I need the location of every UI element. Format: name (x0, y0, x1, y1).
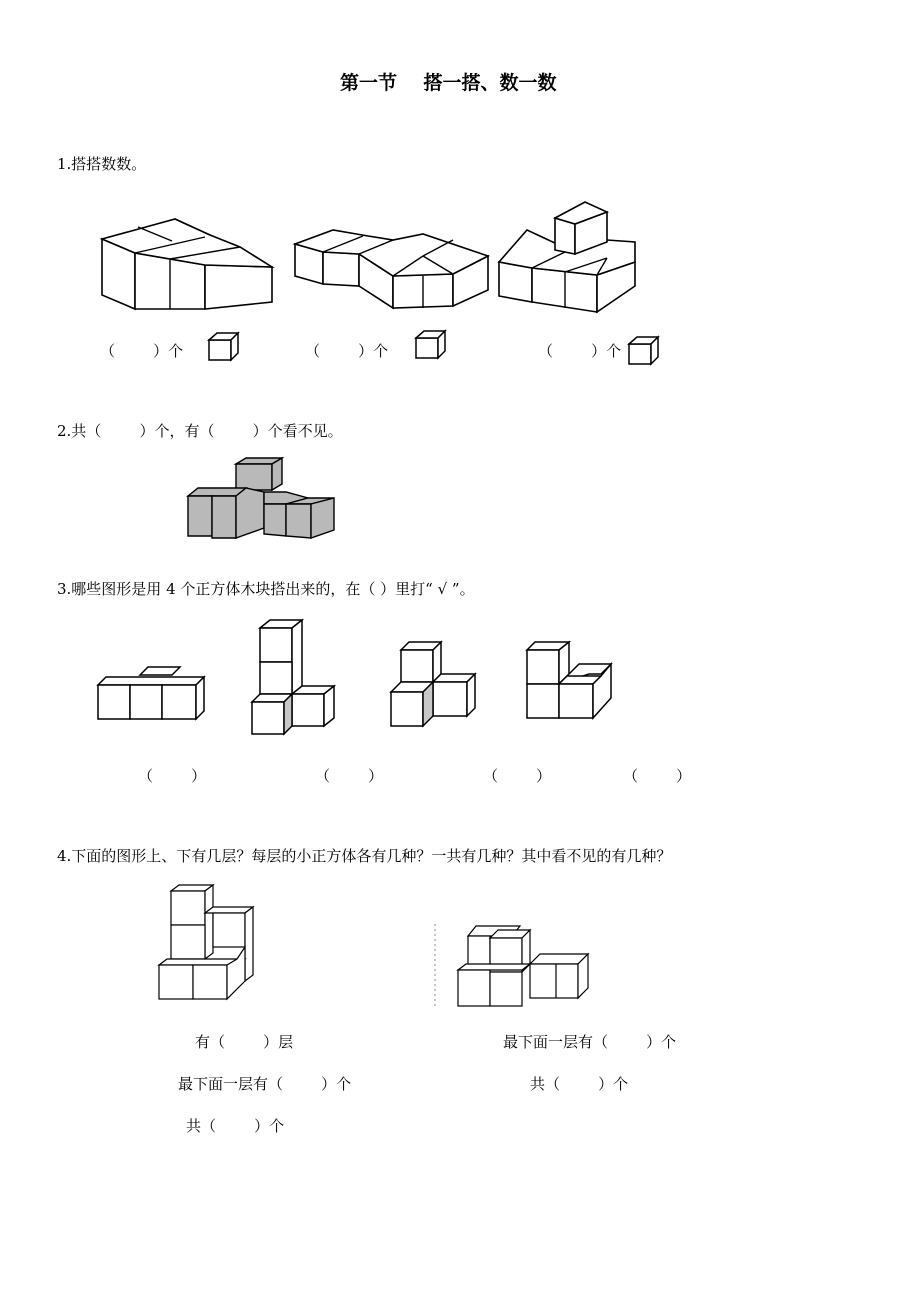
q3-figure-4 (525, 640, 615, 720)
q1-figure-a (100, 217, 275, 312)
cube-icon (628, 336, 660, 366)
q4-left-bottom-count[interactable]: 最下面一层有（ ）个 (178, 1075, 352, 1093)
q1-answer-2[interactable]: （ ）个 (305, 342, 389, 360)
q4-figure-left (157, 883, 257, 1001)
q1-figure-b (293, 228, 490, 308)
cube-icon (415, 330, 447, 360)
page-title: 第一节 搭一搭、数一数 (340, 72, 557, 94)
q4-figure-right (432, 920, 592, 1012)
cube-icon (208, 332, 240, 362)
q2-shaded-figure (186, 456, 338, 540)
q3-answer-4[interactable]: （ ） (623, 767, 692, 785)
q1-answer-3[interactable]: （ ）个 (538, 342, 622, 360)
q4-left-layers[interactable]: 有（ ）层 (195, 1033, 294, 1051)
q3-answer-3[interactable]: （ ） (483, 767, 552, 785)
q3-figure-3 (389, 640, 479, 728)
q3-figure-1 (96, 665, 206, 721)
q1-answer-1[interactable]: （ ）个 (100, 342, 184, 360)
q4-left-total[interactable]: 共（ ）个 (186, 1117, 285, 1135)
q3-answer-2[interactable]: （ ） (315, 767, 384, 785)
question-2-text: 2.共（ ）个，有（ ）个看不见。 (57, 422, 343, 440)
q1-figure-c (497, 200, 637, 315)
q4-right-bottom-count[interactable]: 最下面一层有（ ）个 (503, 1033, 677, 1051)
q3-figure-2 (250, 618, 338, 736)
question-1-text: 1.搭搭数数。 (57, 155, 147, 173)
question-3-text: 3.哪些图形是用 4 个正方体木块搭出来的，在（ ）里打“ √ ”。 (57, 580, 475, 598)
question-4-text: 4.下面的图形上、下有几层？每层的小正方体各有几种？一共有几种？其中看不见的有几种？ (57, 847, 672, 865)
q4-right-total[interactable]: 共（ ）个 (530, 1075, 629, 1093)
q3-answer-1[interactable]: （ ） (138, 767, 207, 785)
